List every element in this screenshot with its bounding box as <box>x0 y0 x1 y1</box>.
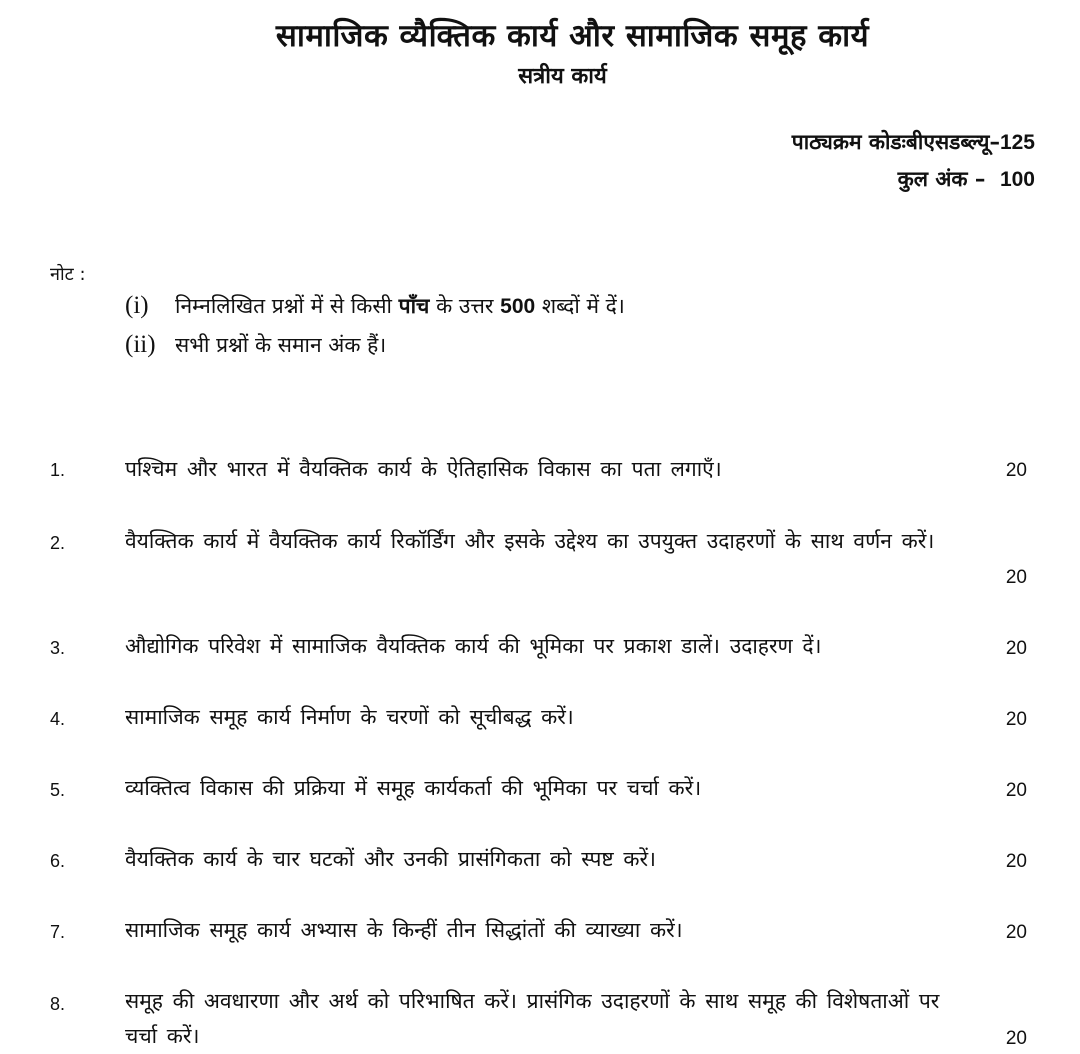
question-number: 3. <box>50 638 66 658</box>
question-number: 6. <box>50 851 66 871</box>
total-marks-label: कुल अंक – <box>897 167 986 191</box>
question-text: सामाजिक समूह कार्य अभ्यास के किन्हीं तीन सिद्धांतों की व्याख्या करें। <box>125 918 683 942</box>
question-number: 1. <box>50 460 66 480</box>
question-text: वैयक्तिक कार्य के चार घटकों और उनकी प्रासंगिकता को स्पष्ट करें। <box>125 847 656 871</box>
question-text: सामाजिक समूह कार्य निर्माण के चरणों को सूचीबद्ध करें। <box>125 705 574 729</box>
document-subtitle: सत्रीय कार्य <box>518 64 607 89</box>
question-number: 7. <box>50 922 66 942</box>
note-item-emphasis: पाँच <box>398 294 430 318</box>
total-marks-value: 100 <box>999 168 1035 191</box>
course-code-label: पाठ्यक्रम कोडःबीएसडब्ल्यू– <box>791 130 1000 154</box>
question-text: पश्चिम और भारत में वैयक्तिक कार्य के ऐतिहासिक विकास का पता लगाएँ। <box>125 457 722 481</box>
question-marks: 20 <box>1005 638 1027 659</box>
note-label: नोट : <box>50 264 86 285</box>
note-item-word-count: 500 <box>500 295 536 318</box>
question-marks: 20 <box>1005 851 1027 872</box>
note-item-text: शब्दों में दें। <box>541 294 625 318</box>
question-marks: 20 <box>1005 922 1027 943</box>
question-text: औद्योगिक परिवेश में सामाजिक वैयक्तिक कार्य की भूमिका पर प्रकाश डालें। उदाहरण दें। <box>125 634 822 658</box>
note-item-text: निम्नलिखित प्रश्नों में से किसी <box>175 294 392 318</box>
question-number: 4. <box>50 709 66 729</box>
question-text: व्यक्तित्व विकास की प्रक्रिया में समूह कार्यकर्ता की भूमिका पर चर्चा करें। <box>125 776 702 800</box>
total-marks <box>898 165 1035 193</box>
question-marks: 20 <box>1005 780 1027 801</box>
note-item-text: सभी प्रश्नों के समान अंक हैं। <box>175 333 387 357</box>
question-number: 2. <box>50 533 66 553</box>
course-code <box>792 128 1035 156</box>
question-number: 8. <box>50 994 66 1014</box>
question-text: वैयक्तिक कार्य में वैयक्तिक कार्य रिकॉर्डिंग और इसके उद्देश्य का उपयुक्त उदाहरणों के साथ वर्णन करें। <box>125 529 935 553</box>
document-title: सामाजिक व्यैक्तिक कार्य और सामाजिक समूह कार्य <box>275 18 870 54</box>
note-item <box>125 331 386 359</box>
note-item <box>125 292 625 320</box>
question-text: समूह की अवधारणा और अर्थ को परिभाषित करें। प्रासंगिक उदाहरणों के साथ समूह की विशेषताओं पर चर्चा करें। <box>125 989 940 1048</box>
question-marks: 20 <box>1005 709 1027 730</box>
note-item-number: (ii) <box>125 331 156 358</box>
question-marks: 20 <box>1005 460 1027 481</box>
question-marks: 20 <box>1005 567 1027 588</box>
course-code-value: 125 <box>999 131 1035 154</box>
question-number: 5. <box>50 780 66 800</box>
question-marks: 20 <box>1005 1028 1027 1049</box>
note-item-text: के उत्तर <box>436 294 494 318</box>
note-item-number: (i) <box>125 292 149 319</box>
